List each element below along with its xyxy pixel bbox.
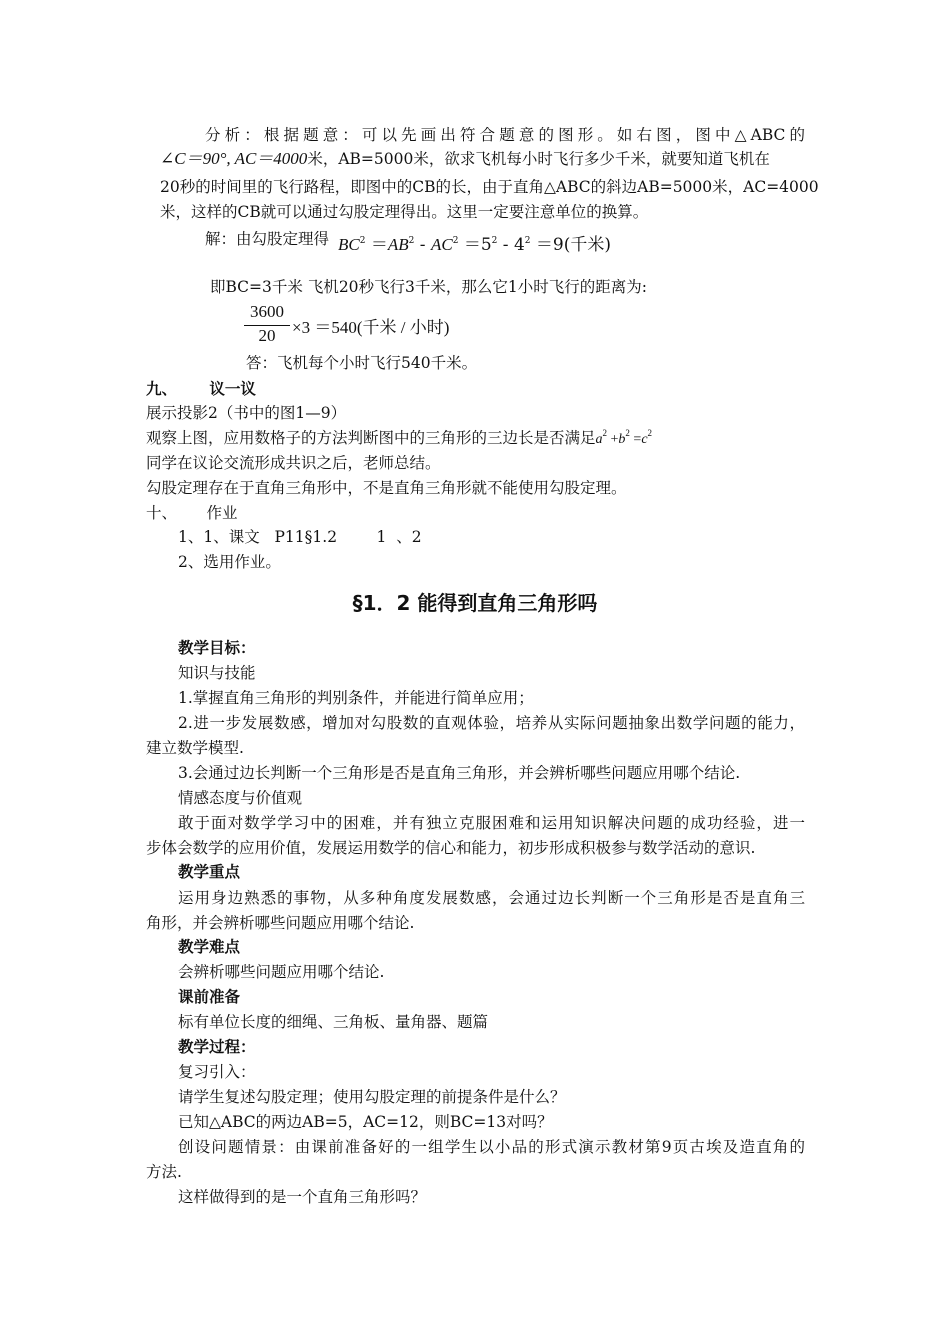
knowledge-item-1: 1.掌握直角三角形的判别条件，并能进行简单应用； [178, 689, 534, 707]
pythagoras-formula: $BC^2 =AB^2 - AC^2 =5^2 - 4^2 =9$(千米) [338, 235, 611, 255]
process-line-3: 创设问题情景：由课前准备好的一组学生以小品的形式演示教材第9页古埃及造直角的 [178, 1138, 805, 1156]
difficulty-line-1: 会辨析哪些问题应用哪个结论. [178, 963, 385, 981]
angle-c-formula: ∠C＝90°, AC＝4000 [160, 149, 308, 168]
difficulty-heading: 教学难点 [178, 937, 241, 956]
section-9-line-1: 展示投影2（书中的图1—9） [146, 404, 347, 422]
section-9-heading: 九、 议一议 [146, 379, 256, 398]
process-heading: 教学过程： [178, 1037, 256, 1056]
key-points-heading: 教学重点 [178, 862, 241, 881]
analysis-line-1: 分析：根据题意：可以先画出符合题意的图形。如右图，图中△ABC的 [205, 126, 805, 144]
analysis-line-2-text: 米，AB=5000米，欲求飞机每小时飞行多少千米，就要知道飞机在 [307, 150, 770, 168]
analysis-line-4: 米，这样的CB就可以通过勾股定理得出。这里一定要注意单位的换算。 [160, 203, 649, 221]
attitude-heading: 情感态度与价值观 [178, 789, 303, 807]
section-9-line-3: 同学在议论交流形成共识之后，老师总结。 [146, 454, 441, 472]
process-line-2: 已知△ABC的两边AB=5，AC=12，则BC=13对吗？ [178, 1113, 553, 1131]
analysis-line-2 [160, 148, 770, 170]
review-heading: 复习引入： [178, 1063, 256, 1081]
section-10-heading: 十、 作业 [146, 504, 238, 522]
section-9-line-4: 勾股定理存在于直角三角形中，不是直角三角形就不能使用勾股定理。 [146, 479, 627, 497]
process-line-4: 这样做得到的是一个直角三角形吗？ [178, 1188, 427, 1206]
lesson-title: §1．2 能得到直角三角形吗 [352, 591, 598, 615]
solution-label: 解：由勾股定理得 [205, 230, 330, 248]
solution-line-2: 即BC=3千米 飞机20秒飞行3千米，那么它1小时飞行的距离为: [210, 278, 647, 296]
solution-answer: 答：飞机每个小时飞行540千米。 [246, 354, 478, 372]
goals-heading: 教学目标： [178, 638, 256, 657]
analysis-line-3: 20秒的时间里的飞行路程，即图中的CB的长，由于直角△ABC的斜边AB=5000米，AC=4000 [160, 178, 819, 196]
preparation-heading: 课前准备 [178, 987, 241, 1006]
fraction-result: ×3 ＝540(千米 / 小时) [292, 318, 450, 337]
section-9-line-2-text: 观察上图，应用数格子的方法判断图中的三角形的三边长是否满足 [146, 429, 596, 447]
preparation-line-1: 标有单位长度的细绳、三角板、量角器、题篇 [178, 1013, 489, 1031]
key-points-line-1: 运用身边熟悉的事物，从多种角度发展数感，会通过边长判断一个三角形是否是直角三 [178, 889, 805, 907]
fraction-denominator: 20 [258, 326, 276, 345]
attitude-line-2: 步体会数学的应用价值，发展运用数学的信心和能力，初步形成积极参与数学活动的意识. [146, 839, 756, 857]
attitude-line-1: 敢于面对数学学习中的困难，并有独立克服困难和运用知识解决问题的成功经验，进一 [178, 814, 805, 832]
knowledge-item-2: 2.进一步发展数感，增加对勾股数的直观体验，培养从实际问题抽象出数学问题的能力， [178, 714, 805, 732]
section-9-line-2 [146, 427, 652, 451]
knowledge-item-3: 3.会通过边长判断一个三角形是否是直角三角形，并会辨析哪些问题应用哪个结论. [178, 764, 741, 782]
process-line-3-cont: 方法. [146, 1163, 182, 1181]
knowledge-item-2-cont: 建立数学模型. [146, 739, 244, 757]
fraction-numerator: 3600 [250, 302, 284, 321]
process-line-1: 请学生复述勾股定理；使用勾股定理的前提条件是什么？ [178, 1088, 566, 1106]
homework-item-2: 2、选用作业。 [178, 553, 281, 571]
knowledge-heading: 知识与技能 [178, 664, 256, 682]
abc-formula: $a^2 +b^2 =c^2$ [595, 428, 653, 447]
key-points-line-2: 角形，并会辨析哪些问题应用哪个结论. [146, 914, 415, 932]
homework-item-1: 1、1、课文 P11§1.2 1 、2 [178, 528, 422, 546]
